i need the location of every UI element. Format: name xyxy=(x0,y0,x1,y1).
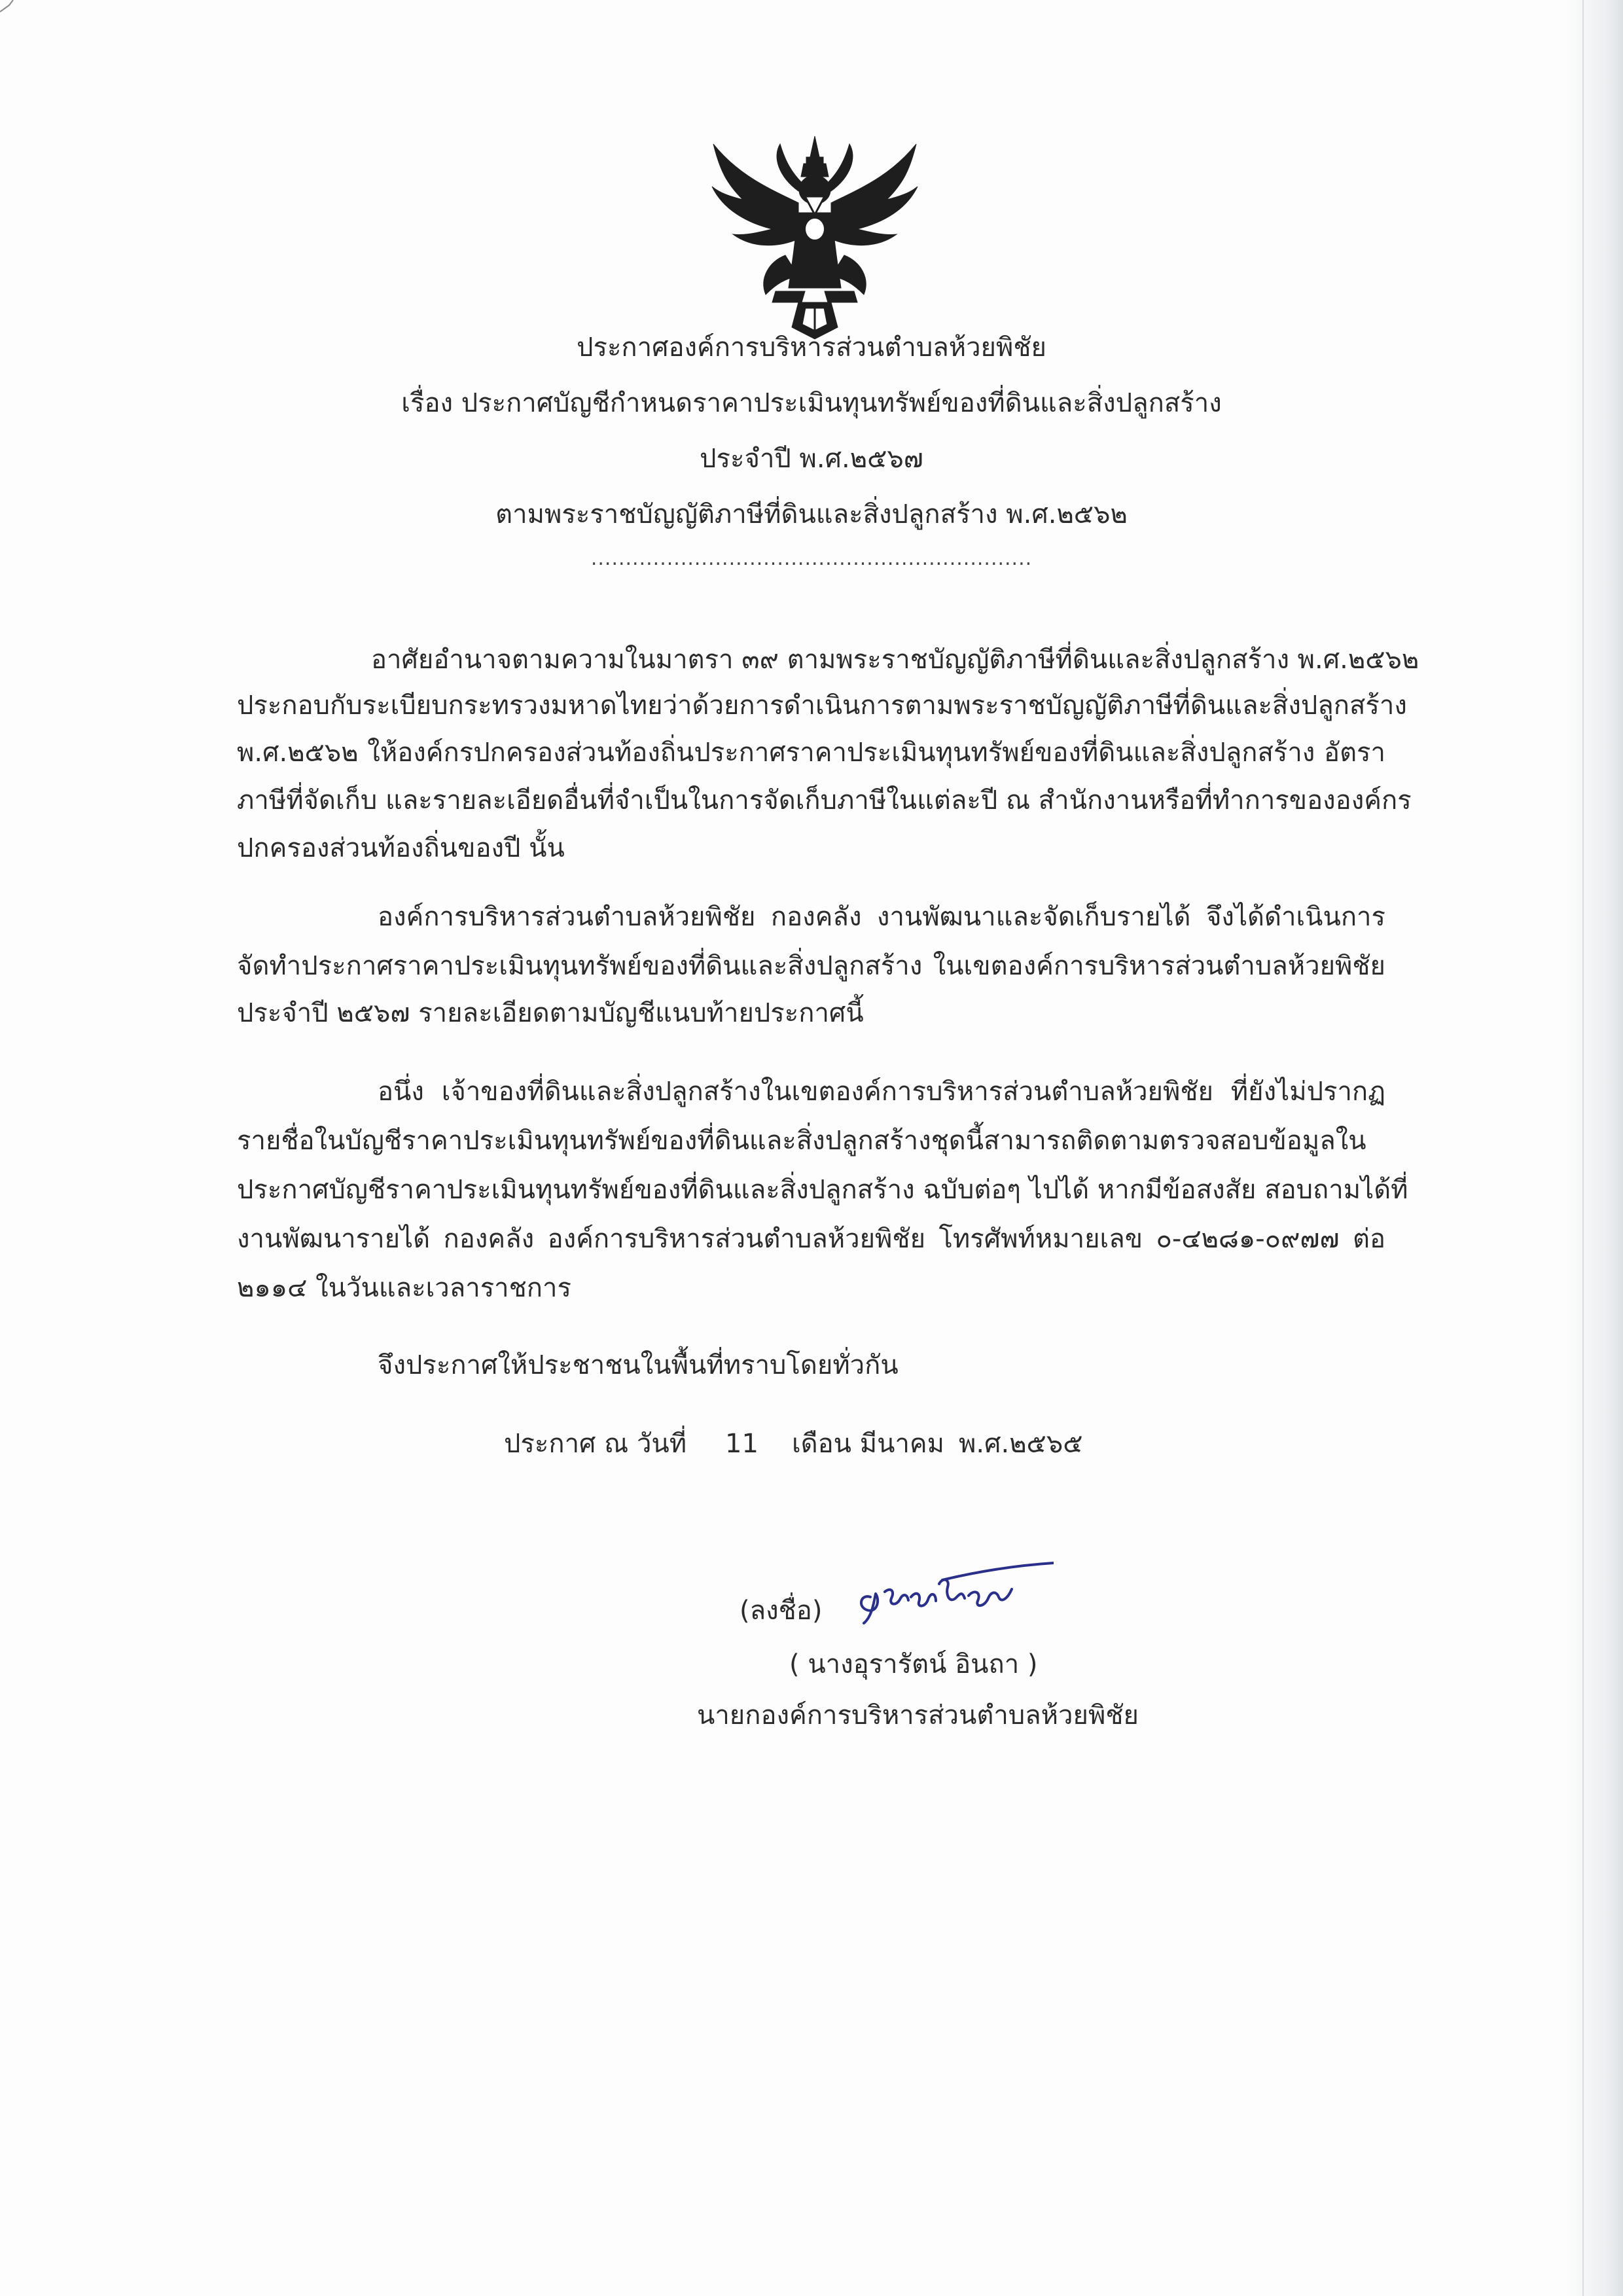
paragraph-1-line-5: ปกครองส่วนท้องถิ่นของปี นั้น xyxy=(237,833,565,863)
date-month: เดือน มีนาคม xyxy=(792,1429,945,1459)
date-year: พ.ศ.๒๕๖๕ xyxy=(959,1429,1083,1459)
signatory-position: นายกองค์การบริหารส่วนตำบลห้วยพิชัย xyxy=(697,1700,1139,1731)
paragraph-2-line-1: องค์การบริหารส่วนตำบลห้วยพิชัย กองคลัง งานพัฒนาและจัดเก็บรายได้ จึงได้ดำเนินการ xyxy=(378,902,1385,932)
closing-statement: จึงประกาศให้ประชาชนในพื้นที่ทราบโดยทั่วกัน xyxy=(378,1350,899,1380)
date-day: 11 xyxy=(725,1429,758,1459)
paragraph-3-line-4: งานพัฒนารายได้ กองคลัง องค์การบริหารส่วนตำบลห้วยพิชัย โทรศัพท์หมายเลข ๐-๔๒๘๑-๐๙๗๗ ต่อ xyxy=(237,1224,1385,1254)
paragraph-3-line-1: อนึ่ง เจ้าของที่ดินและสิ่งปลูกสร้างในเขตองค์การบริหารส่วนตำบลห้วยพิชัย ที่ยังไม่ปรากฏ xyxy=(378,1077,1385,1107)
announcement-law-reference: ตามพระราชบัญญัติภาษีที่ดินและสิ่งปลูกสร้าง พ.ศ.๒๕๖๒ xyxy=(495,499,1128,529)
paragraph-3-line-5: ๒๑๑๔ ในวันและเวลาราชการ xyxy=(237,1273,571,1303)
sign-label: (ลงชื่อ) xyxy=(740,1596,823,1626)
paragraph-1-line-4: ภาษีที่จัดเก็บ และรายละเอียดอื่นที่จำเป็นในการจัดเก็บภาษีในแต่ละปี ณ สำนักงานหรือที่ทำการขององค์กร xyxy=(237,785,1412,816)
header-separator: ................................................................ xyxy=(590,547,1033,570)
paragraph-1-line-3: พ.ศ.๒๕๖๒ ให้องค์กรปกครองส่วนท้องถิ่นประกาศราคาประเมินทุนทรัพย์ของที่ดินและสิ่งปลูกสร้าง อัตรา xyxy=(237,738,1385,768)
garuda-emblem-icon xyxy=(707,131,923,340)
paragraph-2-line-2: จัดทำประกาศราคาประเมินทุนทรัพย์ของที่ดินและสิ่งปลูกสร้าง ในเขตองค์การบริหารส่วนตำบลห้วยพิชัย xyxy=(237,951,1385,981)
paragraph-1-line-2: ประกอบกับระเบียบกระทรวงมหาดไทยว่าด้วยการดำเนินการตามพระราชบัญญัติภาษีที่ดินและสิ่งปลูกสร้าง xyxy=(237,691,1407,721)
signatory-name: ( นางอุรารัตน์ อินถา ) xyxy=(789,1649,1038,1679)
announcement-subject: เรื่อง ประกาศบัญชีกำหนดราคาประเมินทุนทรัพย์ของที่ดินและสิ่งปลูกสร้าง xyxy=(401,388,1222,418)
paragraph-3-line-2: รายชื่อในบัญชีราคาประเมินทุนทรัพย์ของที่ดินและสิ่งปลูกสร้างชุดนี้สามารถติดตามตรวจสอบข้อมูลใน xyxy=(237,1126,1366,1156)
paragraph-3-line-3: ประกาศบัญชีราคาประเมินทุนทรัพย์ของที่ดินและสิ่งปลูกสร้าง ฉบับต่อๆ ไปได้ หากมีข้อสงสัย สอบถามได้ที่ xyxy=(237,1175,1408,1205)
announcement-org-line: ประกาศองค์การบริหารส่วนตำบลห้วยพิชัย xyxy=(577,332,1046,363)
date-prefix: ประกาศ ณ วันที่ xyxy=(504,1429,687,1459)
paragraph-1-line-1: อาศัยอำนาจตามความในมาตรา ๓๙ ตามพระราชบัญญัติภาษีที่ดินและสิ่งปลูกสร้าง พ.ศ.๒๕๖๒ xyxy=(371,645,1419,675)
announcement-year: ประจำปี พ.ศ.๒๕๖๗ xyxy=(700,444,923,474)
paragraph-2-line-3: ประจำปี ๒๕๖๗ รายละเอียดตามบัญชีแนบท้ายประกาศนี้ xyxy=(237,998,864,1028)
scan-corner-mark xyxy=(0,0,20,20)
handwritten-signature xyxy=(844,1558,1054,1636)
